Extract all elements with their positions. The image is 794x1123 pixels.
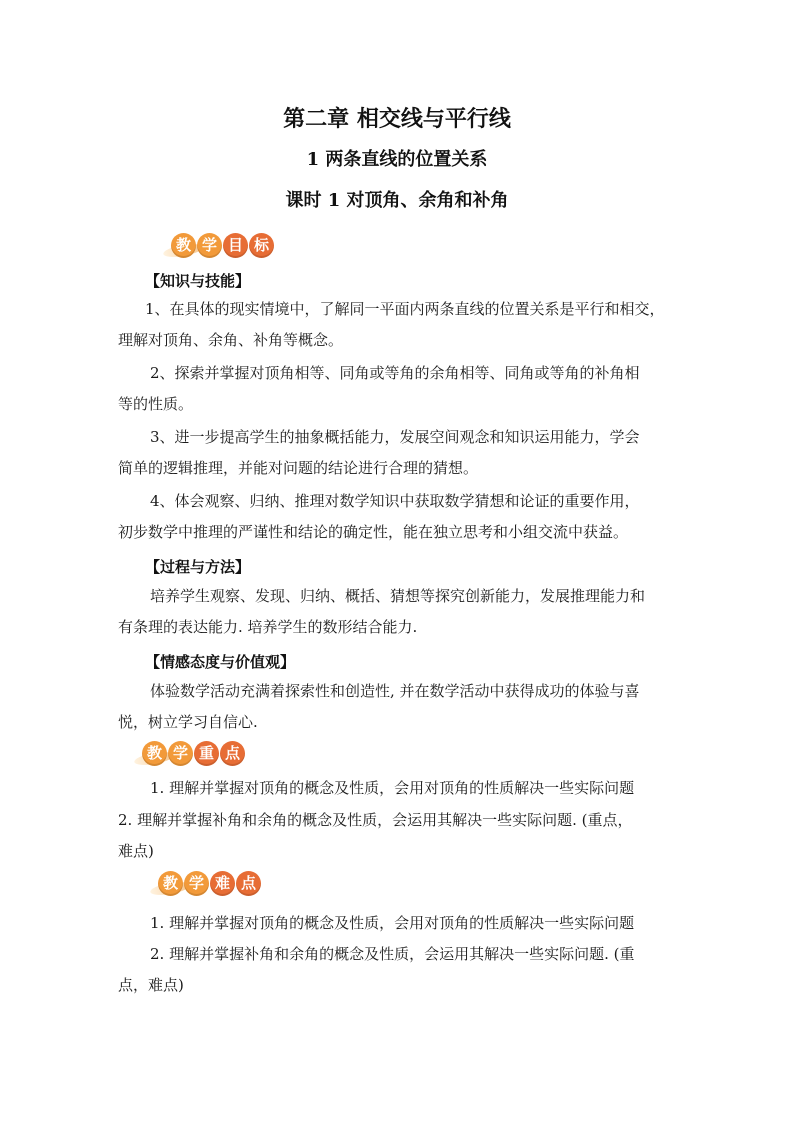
- badge-char: 目: [223, 233, 248, 258]
- paragraph-line: 简单的逻辑推理，并能对问题的结论进行合理的猜想。: [118, 459, 479, 477]
- paragraph-line: 1、在具体的现实情境中，了解同一平面内两条直线的位置关系是平行和相交，: [145, 300, 665, 318]
- paragraph-line: 2. 理解并掌握补角和余角的概念及性质，会运用其解决一些实际问题. (重: [150, 945, 635, 963]
- paragraph-line: 3、进一步提高学生的抽象概括能力，发展空间观念和知识运用能力，学会: [150, 428, 640, 446]
- badge-char: 学: [184, 871, 209, 896]
- section-title: 1 两条直线的位置关系: [306, 149, 488, 170]
- difficulties-badge: [150, 870, 270, 900]
- paragraph-line: 有条理的表达能力. 培养学生的数形结合能力.: [118, 618, 418, 636]
- keypoints-badge: [134, 740, 254, 770]
- paragraph-line: 难点): [118, 842, 154, 860]
- attitude-heading: 【情感态度与价值观】: [145, 653, 296, 671]
- process-heading: 【过程与方法】: [145, 558, 251, 576]
- paragraph-line: 1. 理解并掌握对顶角的概念及性质，会用对顶角的性质解决一些实际问题: [150, 779, 635, 797]
- badge-char: 点: [236, 871, 261, 896]
- badge-char: 教: [142, 741, 167, 766]
- paragraph-line: 悦，树立学习自信心.: [118, 713, 258, 731]
- chapter-title: 第二章 相交线与平行线: [283, 106, 511, 132]
- paragraph-line: 培养学生观察、发现、归纳、概括、猜想等探究创新能力，发展推理能力和: [150, 587, 646, 605]
- badge-char: 学: [197, 233, 222, 258]
- paragraph-line: 理解对顶角、余角、补角等概念。: [118, 331, 344, 349]
- objectives-badge: [163, 232, 283, 262]
- paragraph-line: 1. 理解并掌握对顶角的概念及性质，会用对顶角的性质解决一些实际问题: [150, 914, 635, 932]
- badge-char: 重: [194, 741, 219, 766]
- badge-char: 点: [220, 741, 245, 766]
- paragraph-line: 等的性质。: [118, 395, 194, 413]
- lesson-title: 课时 1 对顶角、余角和补角: [285, 190, 509, 211]
- paragraph-line: 2. 理解并掌握补角和余角的概念及性质，会运用其解决一些实际问题. (重点，: [118, 811, 633, 829]
- badge-char: 教: [158, 871, 183, 896]
- badge-char: 教: [171, 233, 196, 258]
- badge-char: 标: [249, 233, 274, 258]
- paragraph-line: 4、体会观察、归纳、推理对数学知识中获取数学猜想和论证的重要作用，: [150, 492, 640, 510]
- paragraph-line: 点，难点): [118, 976, 184, 994]
- paragraph-line: 2、探索并掌握对顶角相等、同角或等角的余角相等、同角或等角的补角相: [150, 364, 640, 382]
- paragraph-line: 初步数学中推理的严谨性和结论的确定性，能在独立思考和小组交流中获益。: [118, 523, 629, 541]
- badge-char: 学: [168, 741, 193, 766]
- knowledge-heading: 【知识与技能】: [145, 272, 251, 290]
- badge-char: 难: [210, 871, 235, 896]
- paragraph-line: 体验数学活动充满着探索性和创造性, 并在数学活动中获得成功的体验与喜: [150, 682, 640, 700]
